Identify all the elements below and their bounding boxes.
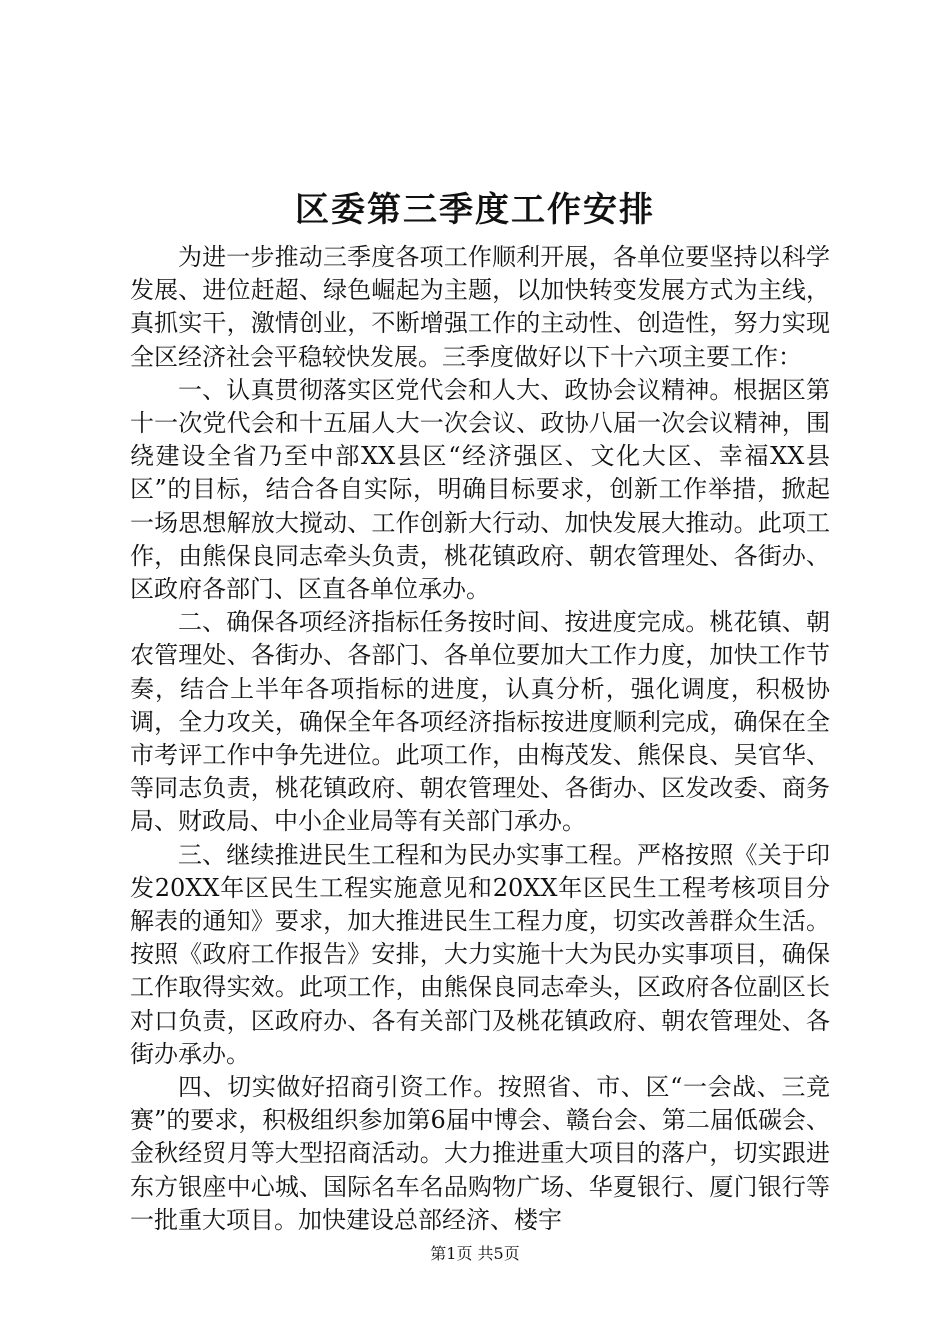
paragraph-item-2: 二、确保各项经济指标任务按时间、按进度完成。桃花镇、朝农管理处、各街办、各部门、各单位要加大工作力度，加快工作节奏，结合上半年各项指标的进度，认真分析，强化调度，积极协调，全力攻关，确保全年各项经济指标按进度顺利完成，确保在全市考评工作中争先进位。此项工作，由梅茂发、熊保良、吴官华、等同志负责，桃花镇政府、朝农管理处、各街办、区发改委、商务局、财政局、中小企业局等有关部门承办。 [130, 608, 830, 836]
paragraph-item-4: 四、切实做好招商引资工作。按照省、市、区“一会战、三竞赛”的要求，积极组织参加第6届中博会、赣台会、第二届低碳会、金秋经贸月等大型招商活动。大力推进重大项目的落户，切实跟进东方银座中心城、国际名车名品购物广场、华夏银行、厦门银行等一批重大项目。加快建设总部经济、楼宇 [130, 1073, 830, 1234]
page-number-footer: 第1页 共5页 [430, 1244, 520, 1263]
document-body [130, 241, 830, 1237]
paragraph-intro: 为进一步推动三季度各项工作顺利开展，各单位要坚持以科学发展、进位赶超、绿色崛起为主题，以加快转变发展方式为主线，真抓实干，激情创业，不断增强工作的主动性、创造性，努力实现全区经济社会平稳较快发展。三季度做好以下十六项主要工作： [130, 243, 830, 371]
paragraph-item-3: 三、继续推进民生工程和为民办实事工程。严格按照《关于印发20XX年区民生工程实施意见和20XX年区民生工程考核项目分解表的通知》要求，加大推进民生工程力度，切实改善群众生活。按照《政府工作报告》安排，大力实施十大为民办实事项目，确保工作取得实效。此项工作，由熊保良同志牵头，区政府各位副区长对口负责，区政府办、各有关部门及桃花镇政府、朝农管理处、各街办承办。 [130, 840, 830, 1068]
document-title: 区委第三季度工作安排 [295, 190, 655, 230]
paragraph-item-1: 一、认真贯彻落实区党代会和人大、政协会议精神。根据区第十一次党代会和十五届人大一次会议、政协八届一次会议精神，围绕建设全省乃至中部XX县区“经济强区、文化大区、幸福XX县区”的目标，结合各自实际，明确目标要求，创新工作举措，掀起一场思想解放大搅动、工作创新大行动、加快发展大推动。此项工作，由熊保良同志牵头负责，桃花镇政府、朝农管理处、各街办、区政府各部门、区直各单位承办。 [130, 375, 830, 604]
